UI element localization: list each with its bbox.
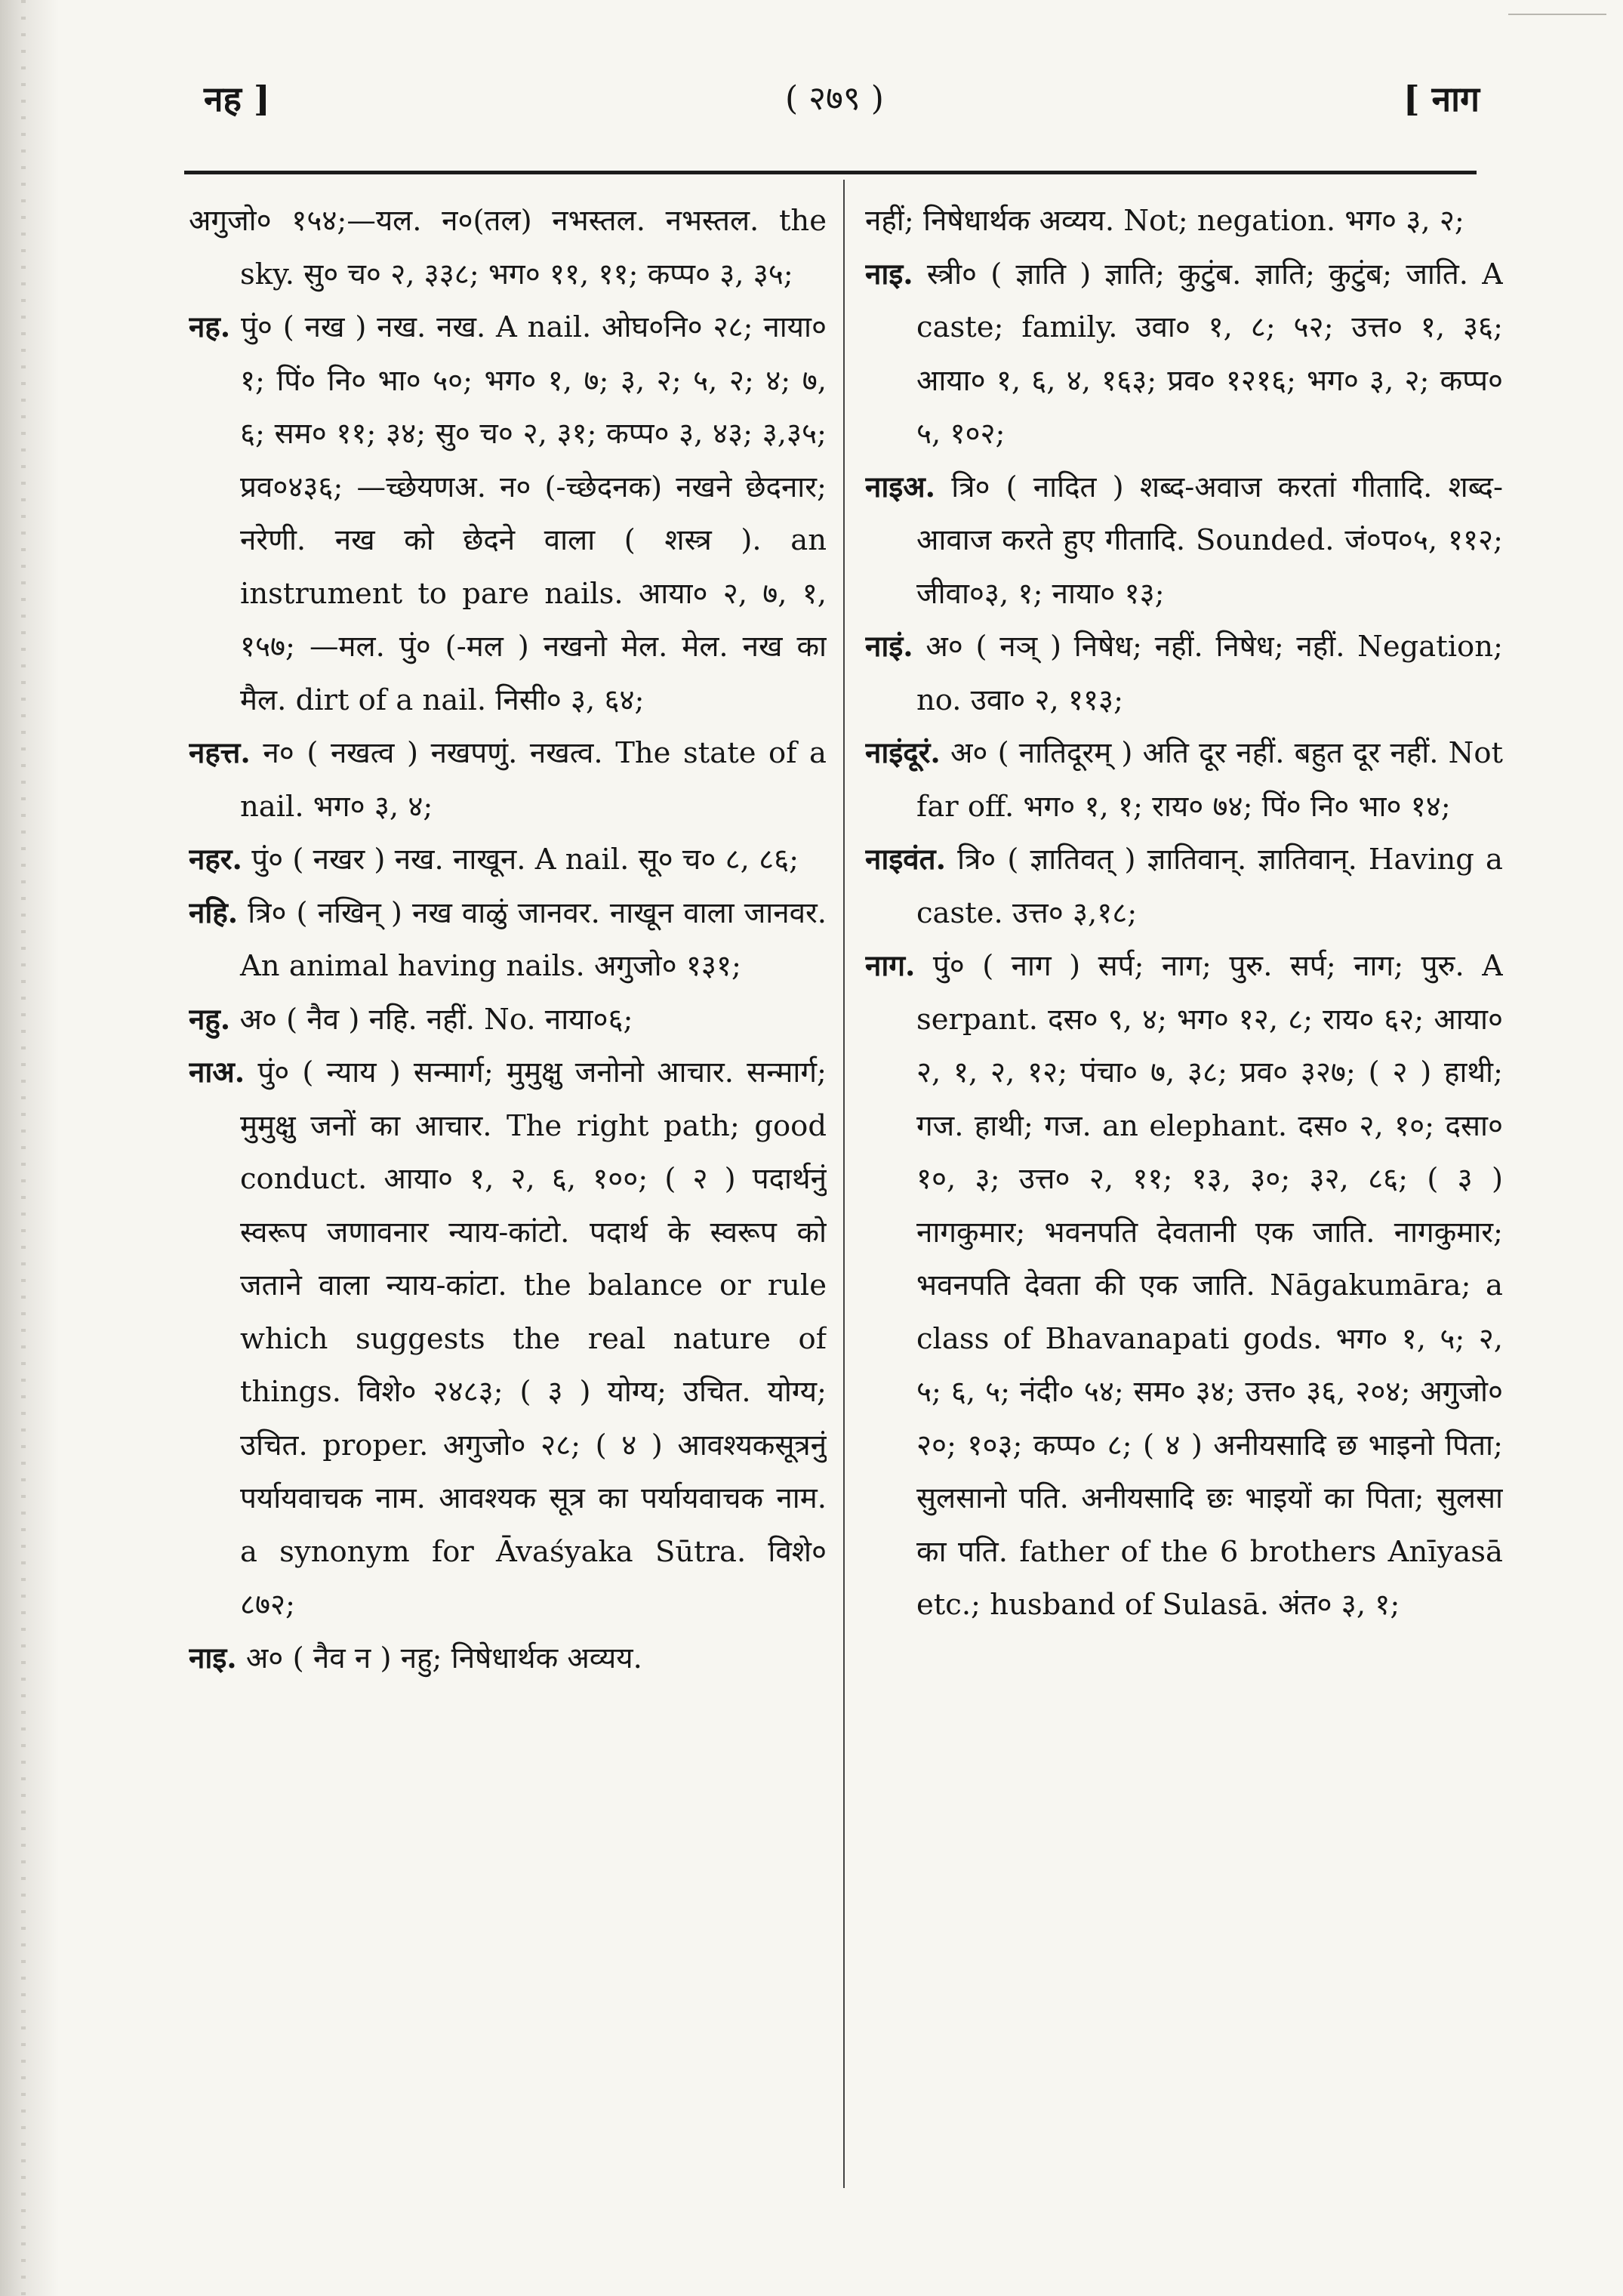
- header-rule: [184, 171, 1477, 174]
- dictionary-entry: [189, 1632, 827, 1686]
- dictionary-entry: [189, 1046, 827, 1632]
- page-header: [181, 72, 1480, 133]
- scan-edge-shadow: [0, 0, 59, 2296]
- entry-headword: नाग.: [865, 949, 916, 983]
- dictionary-entry: [189, 994, 827, 1047]
- entry-text: अगुजो० १५४;—यल. न०(तल) नभस्तल. नभस्तल. the sky. सु० च० २, ३३८; भग० ११, ११; कप्प० ३, ३५;: [189, 204, 827, 291]
- dictionary-entry: [865, 727, 1503, 834]
- entry-headword: नहु.: [189, 1002, 231, 1037]
- entry-headword: नहत्त.: [189, 736, 251, 770]
- entry-text: नहीं; निषेधार्थक अव्यय. Not; negation. भग० ३, २;: [865, 204, 1464, 238]
- dictionary-entry: [865, 195, 1503, 248]
- entry-text: अ० ( नैव न ) नहु; निषेधार्थक अव्यय.: [236, 1641, 642, 1675]
- entry-headword: नहर.: [189, 843, 242, 877]
- entry-text: अ० ( नैव ) नहि. नहीं. No. नाया०६;: [230, 1002, 633, 1037]
- entry-headword: नह.: [189, 310, 231, 344]
- left-column: [189, 195, 827, 2196]
- entry-text: अ० ( नातिदूरम् ) अति दूर नहीं. बहुत दूर नहीं. Not far off. भग० १, १; राय० ७४; पिं० नि० भा० १४;: [916, 736, 1503, 824]
- dictionary-entry: [865, 621, 1503, 727]
- dictionary-entry: [189, 195, 827, 301]
- entry-headword: नहि.: [189, 895, 239, 930]
- dictionary-entry: [189, 727, 827, 834]
- entry-text: त्रि० ( ज्ञातिवत् ) ज्ञातिवान्. ज्ञातिवान्. Having a caste. उत्त० ३,१८;: [916, 843, 1503, 930]
- entry-headword: नाइअ.: [865, 470, 936, 504]
- dictionary-entry: [865, 248, 1503, 461]
- entry-text: पुं० ( नख ) नख. नख. A nail. ओघ०नि० २८; नाया० १; पिं० नि० भा० ५०; भग० १, ७; ३, २; ५, २; ४; ७, ६; सम० ११; ३४; सु० च० २, ३१; कप्प० ३, ४३; ३,३५; प्रव०४३६; —च्छेयणअ. न० (-च्छेदनक) नखने छेदनार; नरेणी. नख को छेदने वाला ( शस्त्र ). an instrument to pare nails. आया० २, ७, १, १५७; —मल. पुं० (-मल ) नखनो मेल. मेल. नख का मैल. dirt of a nail. निसी० ३, ६४;: [230, 310, 827, 717]
- corner-mark: [1508, 14, 1606, 15]
- scan-binding-specks: [21, 0, 26, 2296]
- entry-headword: नाइ.: [189, 1641, 237, 1675]
- page-number: ( २७९ ): [785, 79, 884, 118]
- entry-text: त्रि० ( नखिन् ) नख वाळुं जानवर. नाखून वाला जानवर. An animal having nails. अगुजो० १३१;: [238, 895, 827, 983]
- dictionary-entry: [865, 461, 1503, 621]
- dictionary-entry: [189, 887, 827, 994]
- dictionary-entry: [189, 301, 827, 727]
- entry-text: स्त्री० ( ज्ञाति ) ज्ञाति; कुटुंब. ज्ञाति; कुटुंब; जाति. A caste; family. उवा० १, ८; ५२; उत्त० १, ३६; आया० १, ६, ४, १६३; प्रव० १२१६; भग० ३, २; कप्प० ५, १०२;: [913, 257, 1503, 451]
- entry-text: अ० ( नञ् ) निषेध; नहीं. निषेध; नहीं. Negation; no. उवा० २, ११३;: [913, 630, 1503, 717]
- entry-text: न० ( नखत्व ) नखपणुं. नखत्व. The state of a nail. भग० ३, ४;: [240, 736, 827, 824]
- left-guide-word: नह ]: [204, 79, 270, 119]
- entry-headword: नाअ.: [189, 1056, 245, 1089]
- entry-text: पुं० ( नाग ) सर्प; नाग; पुरु. सर्प; नाग; पुरु. A serpant. दस० ९, ४; भग० १२, ८; राय० ६२; आया० २, १, २, १२; पंचा० ७, ३८; प्रव० ३२७; ( २ ) हाथी; गज. हाथी; गज. an elephant. दस० २, १०; दसा० १०, ३; उत्त० २, ११; १३, ३०; ३२, ८६; ( ३ ) नागकुमार; भवनपति देवतानी एक जाति. नागकुमार; भवनपति देवता की एक जाति. Nāgakumāra; a class of Bhavanapati gods. भग० १, ५; २, ५; ६, ५; नंदी० ५४; सम० ३४; उत्त० ३६, २०४; अगुजो० २०; १०३; कप्प० ८; ( ४ ) अनीयसादि छ भाइनो पिता; सुलसानो पति. अनीयसादि छः भाइयों का पिता; सुलसा का पति. father of the 6 brothers Anīyasā etc.; husband of Sulasā. अंत० ३, १;: [915, 949, 1503, 1622]
- dictionary-entry: [865, 834, 1503, 940]
- entry-headword: नाइवंत.: [865, 843, 946, 877]
- dictionary-entry: [865, 940, 1503, 1632]
- entry-headword: नाइं.: [865, 630, 913, 664]
- dictionary-entry: [189, 834, 827, 887]
- entry-headword: नाइ.: [865, 257, 913, 291]
- entry-text: पुं० ( नखर ) नख. नाखून. A nail. सू० च० ८, ८६;: [242, 843, 799, 877]
- right-column: [865, 195, 1503, 2196]
- entry-text: पुं० ( न्याय ) सन्मार्ग; मुमुक्षु जनोनो आचार. सन्मार्ग; मुमुक्षु जनों का आचार. The right path; good conduct. आया० १, २, ६, १००; ( २ ) पदार्थनुं स्वरूप जणावनार न्याय-कांटो. पदार्थ के स्वरूप को जताने वाला न्याय-कांटा. the balance or rule which suggests the real nature of things. विशे० २४८३; ( ३ ) योग्य; उचित. योग्य; उचित. proper. अगुजो० २८; ( ४ ) आवश्यकसूत्रनुं पर्यायवाचक नाम. आवश्यक सूत्र का पर्यायवाचक नाम. a synonym for Āvaśyaka Sūtra. विशे० ८७२;: [240, 1056, 827, 1622]
- right-guide-word: [ नाग: [1403, 79, 1480, 119]
- entry-headword: नाइंदूरं.: [865, 736, 941, 770]
- column-divider: [843, 180, 845, 2188]
- entry-text: त्रि० ( नादित ) शब्द-अवाज करतां गीतादि. शब्द-आवाज करते हुए गीतादि. Sounded. जं०प०५, ११२; जीवा०३, १; नाया० १३;: [916, 470, 1503, 611]
